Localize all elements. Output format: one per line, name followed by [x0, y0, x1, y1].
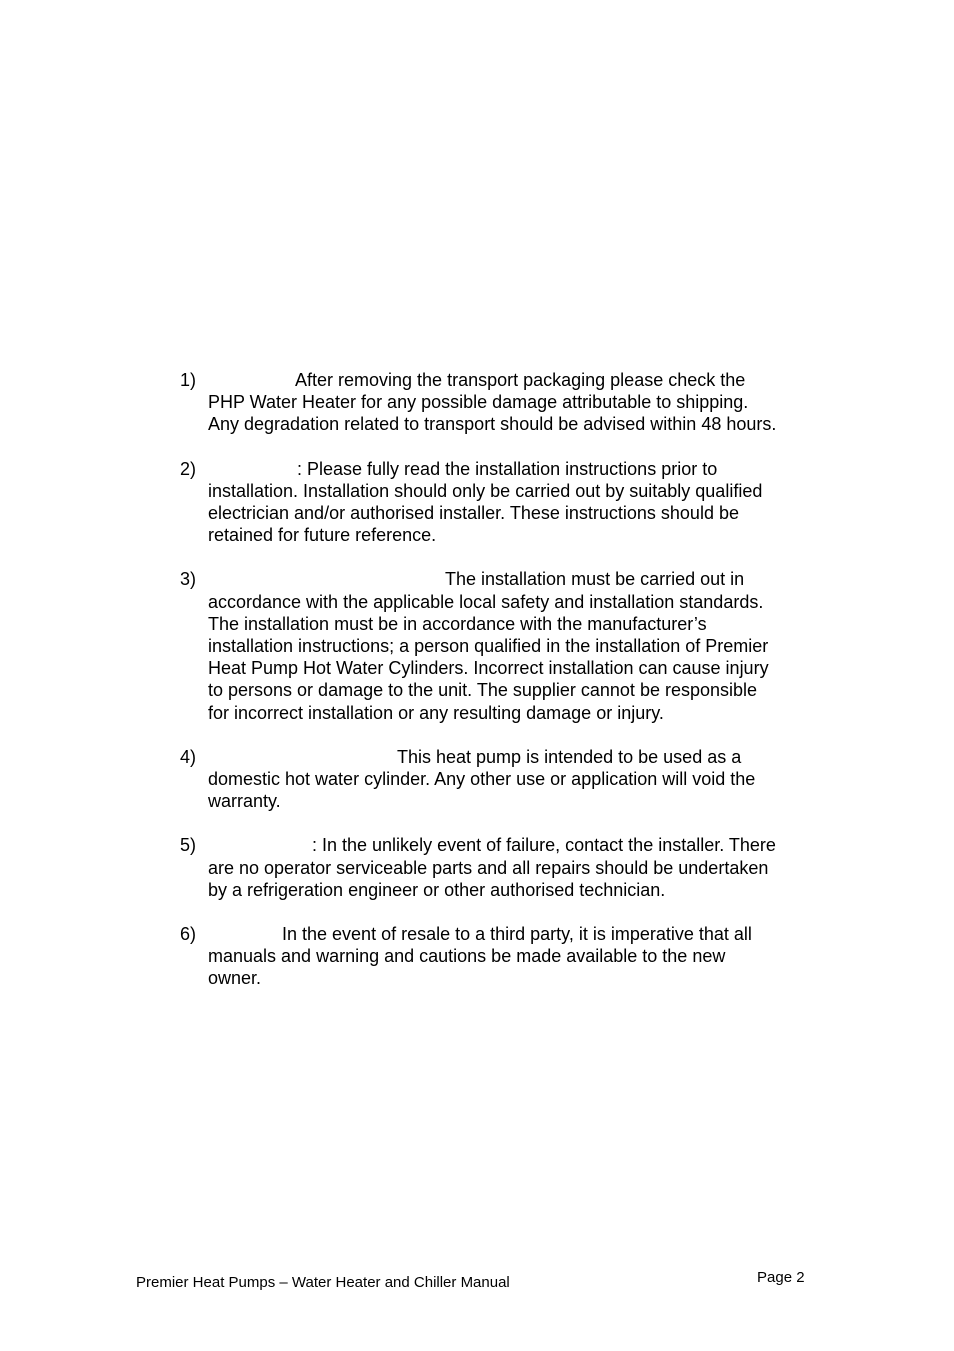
footer-page-number: Page 2 [757, 1269, 805, 1286]
list-item-4 [180, 746, 780, 813]
item-text: The installation must be carried out in accordance with the applicable local safety and installation standards. The installation must be in accordance with the manufacturer’s installation instructions; a person qualified in the installation of Premier Heat Pump Hot Water Cylinders. Incorrect installation can cause injury to persons or damage to the unit. The supplier cannot be responsible for incorrect installation or any resulting damage or injury. [208, 569, 769, 723]
list-item-1 [180, 369, 780, 436]
list-item-6 [180, 923, 780, 990]
list-item-2 [180, 458, 780, 547]
item-number: 4) [180, 746, 197, 767]
footer-manual-title: Premier Heat Pumps – Water Heater and Chiller Manual [136, 1274, 510, 1291]
item-number: 5) [180, 835, 197, 856]
item-number: 1) [180, 370, 197, 390]
item-text: : Please fully read the installation instructions prior to installation. Installation should only be carried out by suitably qualified electrician and/or authorised installer. These instructions should be retained for future reference. [208, 458, 763, 546]
numbered-list [180, 369, 780, 1012]
list-item-5 [180, 834, 780, 901]
item-text: This heat pump is intended to be used as a domestic hot water cylinder. Any other use or application will void the warranty. [208, 746, 756, 812]
item-text: : In the unlikely event of failure, contact the installer. There are no operator serviceable parts and all repairs should be undertaken by a refrigeration engineer or other authorised technician. [208, 835, 776, 900]
item-number: 2) [180, 458, 197, 479]
item-text: After removing the transport packaging please check the PHP Water Heater for any possible damage attributable to shipping. Any degradation related to transport should be advised within 48 hours. [208, 370, 777, 435]
item-number: 3) [180, 569, 197, 590]
list-item-3 [180, 568, 780, 723]
item-number: 6) [180, 924, 197, 945]
item-text: In the event of resale to a third party, it is imperative that all manuals and warning and cautions be made available to the new owner. [208, 924, 752, 989]
